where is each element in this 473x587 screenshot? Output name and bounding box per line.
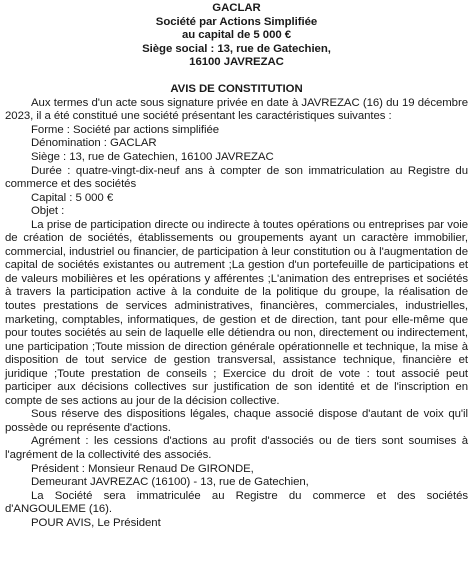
denomination-line: Dénomination : GACLAR bbox=[31, 137, 157, 150]
capital-line: Capital : 5 000 € bbox=[31, 191, 114, 204]
company-name: GACLAR bbox=[212, 2, 261, 14]
duree-paragraph: Durée : quatre-vingt-dix-neuf ans à compter de son immatriculation au Registre du commerce et des sociétés bbox=[5, 164, 468, 191]
company-address: Siège social : 13, rue de Gatechien, bbox=[142, 42, 331, 55]
company-header bbox=[5, 2, 468, 70]
agrement-paragraph: Agrément : les cessions d'actions au profit d'associés ou de tiers sont soumises à l'agrément de la collectivité des associés. bbox=[5, 435, 468, 461]
immatriculation-paragraph: La Société sera immatriculée au Registre du commerce et des sociétés d'ANGOULEME (16). bbox=[5, 489, 468, 516]
objet-paragraph: La prise de participation directe ou indirecte à toutes opérations ou entreprises par voie de création de sociétés, établissements ou groupements ayant un caractère immobilier, commercial, industriel ou financier, de participation à leur constitution ou à l'augmentation de capital de sociétés existantes ou autrement ;La gestion d'un portefeuille de participations et de valeurs mobilières et les opérations y afférentes ;L'animation des entreprises et sociétés à travers la participation active à la conduite de la politique du groupe, la réalisation de toutes prestations de services administratives, financières, commerciales, industrielles, marketing, comptables, informatiques, de gestion et de direction, tant pour elle-même que pour toutes sociétés au sein de laquelle elle détiendra ou non, directement ou indirectement, une participation ;Toute mission de direction générale opérationnelle et technique, la mise à disposition de tout service de gestion transversal, assistance technique, financière et juridique ;Toute prestation de conseils ; Exercice du droit de vote : tout associé peut participer aux décisions collectives sur justification de son identité et de l'inscription en compte de ses actions au jour de la décision collective. bbox=[5, 218, 468, 407]
spacer bbox=[5, 70, 468, 84]
forme-line: Forme : Société par actions simplifiée bbox=[31, 123, 220, 136]
company-city: 16100 JAVREZAC bbox=[189, 56, 284, 69]
company-capital: au capital de 5 000 € bbox=[181, 29, 292, 42]
president-line: Président : Monsieur Renaud De GIRONDE, bbox=[31, 462, 254, 475]
notice-intro: Aux termes d'un acte sous signature privée en date à JAVREZAC (16) du 19 décembre 2023, il a été constitué une société présentant les caractéristiques suivantes : bbox=[5, 96, 468, 123]
objet-label: Objet : bbox=[31, 205, 65, 218]
signature-line: POUR AVIS, Le Président bbox=[31, 516, 161, 529]
company-form: Société par Actions Simplifiée bbox=[155, 15, 318, 28]
notice-title: AVIS DE CONSTITUTION bbox=[170, 83, 303, 96]
siege-line: Siège : 13, rue de Gatechien, 16100 JAVREZAC bbox=[31, 150, 274, 163]
demeurant-line: Demeurant JAVREZAC (16100) - 13, rue de Gatechien, bbox=[31, 476, 309, 489]
reserve-paragraph: Sous réserve des dispositions légales, chaque associé dispose d'autant de voix qu'il possède ou représente d'actions. bbox=[5, 408, 468, 434]
